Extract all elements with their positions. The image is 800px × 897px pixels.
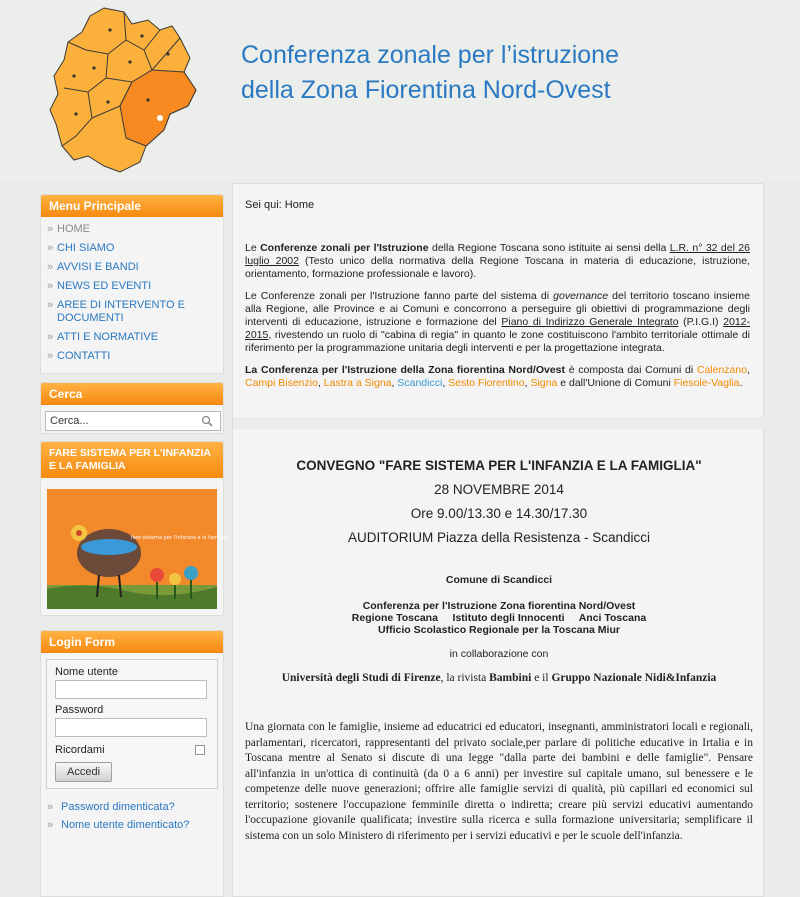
intro-paragraph-3: La Conferenza per l'Istruzione della Zona fiorentina Nord/Ovest è composta dai Comuni di Calenzano, Campi Bisenzio, Lastra a Signa, Scandicci, Sesto Fiorentino, Signa e dall'Unione di Comuni Fiesole-Vaglia. [245,364,750,389]
login-module [40,630,224,897]
partner-magazine: Bambini [489,672,532,684]
login-links [41,795,223,843]
search-box [45,411,219,431]
menu-item-aree-di-intervento[interactable] [47,299,217,325]
pigi-link[interactable]: Piano di Indirizzo Generale Integrato [501,316,679,328]
breadcrumb-current: Home [284,199,315,211]
main-menu-module [40,194,224,374]
remember-label: Ricordami [55,744,105,756]
article-title: CONVEGNO "FARE SISTEMA PER L'INFANZIA E LA FAMIGLIA" [296,458,702,473]
organizer-line-2: Regione Toscana Istituto degli Innocenti Anci Toscana [351,612,647,624]
organizer-line-3: Ufficio Scolastico Regionale per la Toscana Miur [378,624,620,636]
promo-image-caption: fare sistema per l'infanzia e la famiglia [131,535,229,541]
intro-p2-em: governance [553,290,609,302]
login-form [46,659,218,789]
breadcrumb [245,199,314,211]
intro-p2-d: , rivestendo un ruolo di "cabina di regia" in quanto le zone costituiscono l'ambito territoriale ottimale di riferimento per la programmazione unitaria degli interventi e per la progettazione integrata. [245,329,750,354]
username-input[interactable] [55,680,207,699]
menu-item-chi-siamo-link[interactable]: CHI SIAMO [57,242,115,254]
place-link-lastra-a-signa[interactable]: Lastra a Signa [323,377,392,389]
promo-module [40,441,229,616]
organizers [245,600,753,636]
site-title-line1: Conferenza zonale per l’istruzione [241,41,619,69]
search-title: Cerca [41,383,223,405]
main-content [232,183,764,897]
password-label: Password [55,704,104,716]
main-menu-list [41,217,223,363]
menu-item-news-ed-eventi[interactable] [47,280,217,293]
menu-item-aree-di-intervento-link[interactable]: AREE DI INTERVENTO E DOCUMENTI [57,299,185,324]
intro-p1-bold: Conferenze zonali per l'Istruzione [260,242,429,254]
tuscany-map-logo[interactable] [48,6,198,174]
content-divider [233,417,765,429]
intro-p3-a: è composta dai Comuni di [565,364,697,376]
main-menu-title: Menu Principale [41,195,223,217]
login-title: Login Form [41,631,223,653]
menu-item-atti-e-normative-link[interactable]: ATTI E NORMATIVE [57,331,159,343]
intro-paragraph-1 [245,242,750,281]
place-link-scandicci[interactable]: Scandicci [397,377,443,389]
place-link-campi-bisenzio[interactable]: Campi Bisenzio [245,377,318,389]
intro-p2-a: Le Conferenze zonali per l'Istruzione fanno parte del sistema di [245,290,554,302]
menu-item-news-ed-eventi-link[interactable]: NEWS ED EVENTI [57,280,152,292]
partner-group: Gruppo Nazionale Nidi&Infanzia [551,672,717,684]
remember-checkbox[interactable] [195,745,205,755]
menu-item-contatti[interactable] [47,350,217,363]
article-hours: Ore 9.00/13.30 e 14.30/17.30 [410,506,588,521]
search-input[interactable] [45,411,221,431]
place-link-sesto-fiorentino[interactable]: Sesto Fiorentino [448,377,525,389]
partner-university: Università degli Studi di Firenze [281,672,441,684]
place-link-fiesole-vaglia[interactable]: Fiesole-Vaglia [673,377,740,389]
intro-p1-a: Le [245,242,261,254]
site-title [241,38,781,108]
site-header [0,0,800,180]
intro-p3-bold: La Conferenza per l'Istruzione della Zona fiorentina Nord/Ovest [245,364,566,376]
collaboration-label: in collaborazione con [449,648,549,660]
search-icon[interactable] [201,415,213,427]
site-title-line2: della Zona Fiorentina Nord-Ovest [241,76,611,104]
pigi-years-link[interactable]: 2012-2015 [245,316,751,341]
place-link-calenzano[interactable]: Calenzano [696,364,748,376]
menu-item-atti-e-normative[interactable] [47,331,217,344]
search-module [40,382,224,434]
article-comune: Comune di Scandicci [445,574,553,586]
organizer-line-1: Conferenza per l'Istruzione Zona fiorentina Nord/Ovest [362,600,636,612]
intro-text [245,242,750,399]
article-body: Una giornata con le famiglie, insieme ad educatrici ed educatori, insegnanti, amministratori locali e regionali, parlamentari, ricercatori, rappresentanti del privato sociale,per parlare di politiche educative in Irtalia e in Toscana mentre al Senato si discute di una legge "dalla parte dei bambini e delle famiglie". Pensare all'infanzia in un'ottica di continuità (da 0 a 6 anni) per investire sul capitale umano, sul benessere e le competenze delle nuove generazioni; offrire alle famiglie servizi di qualità, più capillari ed economici sul territorio; sostenere l'occupazione femminile diretta o indiretta; creare più servizi educativi aumentando l'occupazione giovanile qualificata; investire sulla ricerca e sulla formazione universitaria; semplificare il sistema con un solo Ministero di riferimento per i servizi educativi e per le scuole dell'infanzia. [245,721,753,842]
menu-item-chi-siamo[interactable] [47,242,217,255]
menu-item-avvisi-e-bandi-link[interactable]: AVVISI E BANDI [57,261,139,273]
article-venue: AUDITORIUM Piazza della Resistenza - Scandicci [347,530,651,545]
partners-line [245,672,753,684]
menu-item-contatti-link[interactable]: CONTATTI [57,350,111,362]
login-button[interactable]: Accedi [55,762,112,782]
partner-sep-2: e il [531,672,552,684]
intro-p2-b: del territorio toscano insieme alla Regione, alle Province e ai Comuni e concorrono a perseguire gli obiettivi di programmazione degli interventi di educazione, istruzione e formazione del [245,290,750,328]
intro-paragraph-2 [245,290,750,355]
intro-p1-d: (Testo unico della normativa della Regione Toscana in materia di educazione, istruzione, orientamento, formazione professionale e lavoro). [245,255,751,280]
username-label: Nome utente [55,666,118,678]
article-date: 28 NOVEMBRE 2014 [434,482,564,497]
menu-item-home[interactable] [47,223,217,236]
promo-title: FARE SISTEMA PER L'INFANZIA E LA FAMIGLIA [41,442,223,478]
intro-p3-end: . [739,377,743,389]
forgot-username-link[interactable]: » Nome utente dimenticato? [47,819,217,831]
law-link[interactable]: L.R. n° 32 del 26 luglio 2002 [245,242,750,267]
promo-banner-image[interactable] [47,489,229,609]
menu-item-avvisi-e-bandi[interactable] [47,261,217,274]
intro-p3-c: e dall'Unione di Comuni [557,377,674,389]
forgot-password-link[interactable]: » Password dimenticata? [47,801,217,813]
article [245,432,753,844]
intro-p1-c: della Regione Toscana sono istituite ai sensi della [428,242,670,254]
menu-item-home-link[interactable]: HOME [57,223,90,235]
breadcrumb-prefix: Sei qui: [245,199,282,211]
password-input[interactable] [55,718,207,737]
intro-p2-c: (P.I.G.I) [678,316,724,328]
remember-row [55,744,209,756]
partner-sep-1: , la rivista [440,672,490,684]
place-link-signa[interactable]: Signa [530,377,558,389]
